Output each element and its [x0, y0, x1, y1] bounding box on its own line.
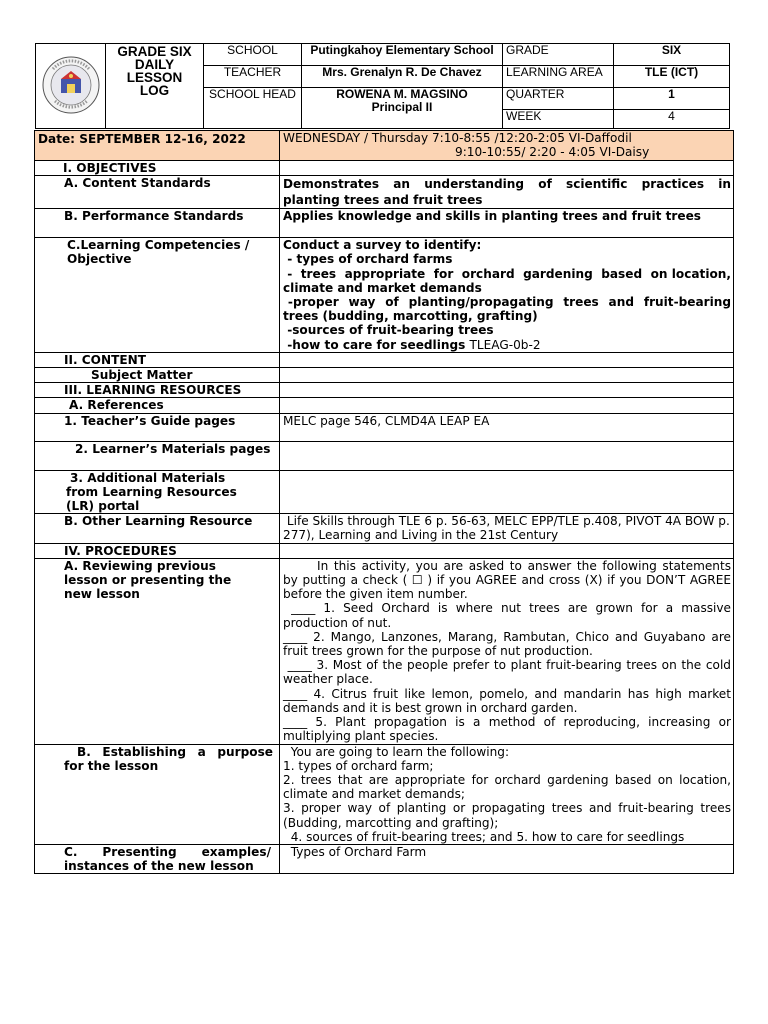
teacher-value: Mrs. Grenalyn R. De Chavez	[302, 66, 503, 88]
header-table	[35, 43, 730, 129]
grade-value: SIX	[614, 44, 730, 66]
week-value: 4	[614, 110, 730, 129]
content-heading: II. CONTENT	[35, 352, 280, 367]
competencies-label: C.Learning Competencies / Objective	[35, 238, 280, 353]
deped-logo-cell	[36, 44, 106, 129]
review-value: In this activity, you are asked to answer the following statements by putting a check ( ☐ ) if you AGREE and cross (X) if you DON’T AGREE before the given item number. ____ 1. Seed Orchard is where nut trees are grown for a massive production of nut. ____ 2. Mango, Lanzones, Marang, Rambutan, Chico and Guyabano are fruit trees grown for the purpose of nut production. ____ 3. Most of the people prefer to plant fruit-bearing trees on the cold weather place. ____ 4. Citrus fruit like lemon, pomelo, and mandarin has high market demands and it is best grown in orchard garden. ____ 5. Plant propagation is a method of reproducing, increasing or multiplying plant species.	[280, 558, 734, 744]
references-label: A. References	[35, 398, 280, 413]
performance-standards-value: Applies knowledge and skills in planting trees and fruit trees	[280, 209, 734, 238]
performance-standards-label: B. Performance Standards	[35, 209, 280, 238]
competencies-value: Conduct a survey to identify: - types of orchard farms - trees appropriate for orchard gardening based on location, climate and market demands -proper way of planting/propagating trees and fruit-bearing trees (budding, marcotting, grafting) -sources of fruit-bearing trees -how to care for seedlings TLEAG-0b-2	[280, 238, 734, 353]
teachers-guide-label: 1. Teacher’s Guide pages	[35, 413, 280, 441]
purpose-value: You are going to learn the following: 1. types of orchard farm; 2. trees that are appropriate for orchard gardening based on location, climate and market demands; 3. proper way of planting or propagating trees and fruit-bearing trees (Budding, marcotting and grafting); 4. sources of fruit-bearing trees; and 5. how to care for seedlings	[280, 744, 734, 844]
subject-matter-value	[280, 368, 734, 383]
page-title: GRADE SIX DAILY LESSON LOG	[106, 44, 204, 129]
other-resources-label: B. Other Learning Resource	[35, 514, 280, 543]
learning-area-label: LEARNING AREA	[503, 66, 614, 88]
examples-value: Types of Orchard Farm	[280, 844, 734, 873]
grade-label: GRADE	[503, 44, 614, 66]
content-standards-value: Demonstrates an understanding of scientific practices in planting trees and fruit trees	[280, 176, 734, 209]
school-label: SCHOOL	[204, 44, 302, 66]
quarter-label: QUARTER	[503, 88, 614, 110]
objectives-heading: I. OBJECTIVES	[35, 161, 280, 176]
competency-code: TLEAG-0b-2	[469, 337, 541, 352]
examples-label: C. Presenting examples/ instances of the new lesson	[35, 844, 280, 873]
learning-area-value: TLE (ICT)	[614, 66, 730, 88]
teachers-guide-value: MELC page 546, CLMD4A LEAP EA	[280, 413, 734, 441]
quarter-value: 1	[614, 88, 730, 110]
subject-matter-label: Subject Matter	[35, 368, 280, 383]
procedures-heading: IV. PROCEDURES	[35, 543, 280, 558]
lesson-log-table	[34, 130, 734, 874]
deped-seal-icon	[41, 55, 101, 115]
other-resources-value: Life Skills through TLE 6 p. 56-63, MELC EPP/TLE p.408, PIVOT 4A BOW p. 277), Learning and Living in the 21st Century	[280, 514, 734, 543]
review-label: A. Reviewing previous lesson or presenting the new lesson	[35, 558, 280, 744]
content-standards-label: A. Content Standards	[35, 176, 280, 209]
date-label: Date: SEPTEMBER 12-16, 2022	[35, 131, 280, 161]
school-value: Putingkahoy Elementary School	[302, 44, 503, 66]
learners-materials-label: 2. Learner’s Materials pages	[35, 441, 280, 470]
school-head-value: ROWENA M. MAGSINO Principal II	[302, 88, 503, 129]
purpose-label: B. Establishing a purpose for the lesson	[35, 744, 280, 844]
schedule: WEDNESDAY / Thursday 7:10-8:55 /12:20-2:05 VI-Daffodil 9:10-10:55/ 2:20 - 4:05 VI-Daisy	[280, 131, 734, 161]
additional-materials-label: 3. Additional Materials from Learning Resources (LR) portal	[35, 470, 280, 514]
school-head-label: SCHOOL HEAD	[204, 88, 302, 129]
week-label: WEEK	[503, 110, 614, 129]
resources-heading: III. LEARNING RESOURCES	[35, 383, 280, 398]
teacher-label: TEACHER	[204, 66, 302, 88]
